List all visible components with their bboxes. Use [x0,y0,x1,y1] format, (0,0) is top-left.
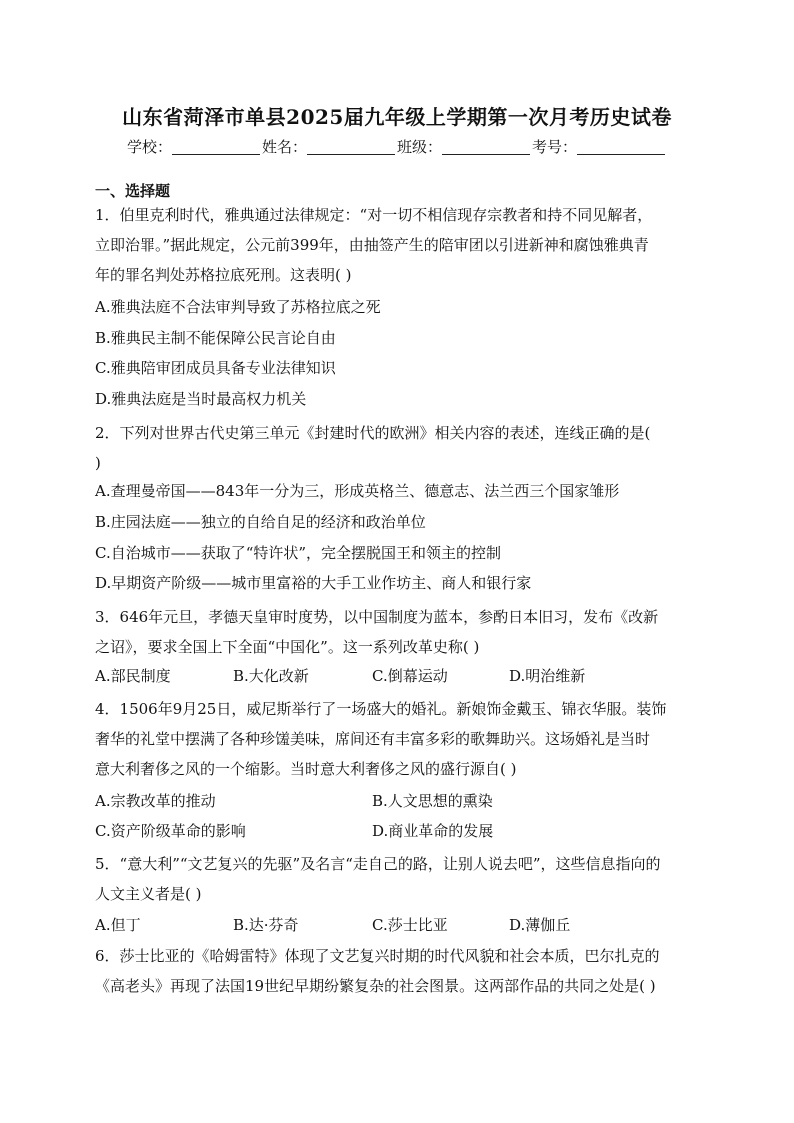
q1-option-b: B.雅典民主制不能保障公民言论自由 [95,329,336,347]
class-label: 班级： [397,138,443,156]
question-5 [95,849,695,909]
question-1 [95,200,695,290]
question-2-line-1: 2．下列对世界古代史第三单元《封建时代的欧洲》相关内容的表述，连线正确的是( [95,424,651,442]
question-5-line-1: 5．“意大利”“文艺复兴的先驱”及名言“走自己的路，让别人说去吧”，这些信息指向的 [95,855,661,873]
question-2-line-2: ) [95,454,101,472]
q4-option-a: A.宗教改革的推动 [95,792,216,810]
q1-option-d: D.雅典法庭是当时最高权力机关 [95,390,307,408]
number-label: 考号： [532,138,578,156]
question-5-line-2: 人文主义者是( ) [95,885,202,903]
q3-option-d: D.明治维新 [509,667,586,685]
q4-option-d: D.商业革命的发展 [372,822,494,840]
question-4-line-1: 4．1506年9月25日，威尼斯举行了一场盛大的婚礼。新娘饰金戴玉、锦衣华服。装饰 [95,700,667,718]
q1-option-a: A.雅典法庭不合法审判导致了苏格拉底之死 [95,298,381,316]
name-blank [307,138,395,155]
q3-option-b: B.大化改新 [233,667,309,685]
q3-option-c: C.倒幕运动 [372,667,448,685]
q3-option-a: A.部民制度 [95,667,171,685]
q2-option-a: A.查理曼帝国——843年一分为三，形成英格兰、德意志、法兰西三个国家雏形 [95,482,620,500]
page-title: 山东省菏泽市单县2025届九年级上学期第一次月考历史试卷 [122,105,672,129]
student-info-line [0,136,794,157]
question-6-line-1: 6．莎士比亚的《哈姆雷特》体现了文艺复兴时期的时代风貌和社会本质，巴尔扎克的 [95,947,660,965]
school-label: 学校： [126,138,172,156]
q2-option-d: D.早期资产阶级——城市里富裕的大手工业作坊主、商人和银行家 [95,574,532,592]
school-blank [172,138,260,155]
q2-option-b: B.庄园法庭——独立的自给自足的经济和政治单位 [95,513,426,531]
name-label: 姓名： [261,138,307,156]
question-6 [95,941,695,1001]
q4-option-c: C.资产阶级革命的影响 [95,822,246,840]
q5-option-c: C.莎士比亚 [372,916,448,934]
question-3-line-2: 之诏》，要求全国上下全面“中国化”。这一系列改革史称( ) [95,638,480,656]
question-1-line-1: 1．伯里克利时代，雅典通过法律规定：“对一切不相信现存宗教者和持不同见解者， [95,206,653,224]
q4-option-b: B.人文思想的熏染 [372,792,493,810]
number-blank [577,138,665,155]
question-6-line-2: 《高老头》再现了法国19世纪早期纷繁复杂的社会图景。这两部作品的共同之处是( ) [95,977,656,995]
q2-option-c: C.自治城市——获取了“特许状”，完全摆脱国王和领主的控制 [95,544,502,562]
question-2 [95,418,695,478]
class-blank [442,138,530,155]
question-4-line-3: 意大利奢侈之风的一个缩影。当时意大利奢侈之风的盛行源自( ) [95,760,517,778]
q5-option-a: A.但丁 [95,916,141,934]
question-4 [95,694,695,784]
q5-option-b: B.达·芬奇 [233,916,299,934]
question-1-line-3: 年的罪名判处苏格拉底死刑。这表明( ) [95,266,352,284]
question-4-line-2: 奢华的礼堂中摆满了各种珍馐美味，席间还有丰富多彩的歌舞助兴。这场婚礼是当时 [95,730,651,748]
q5-option-d: D.薄伽丘 [509,916,571,934]
question-3-line-1: 3．646年元旦，孝德天皇审时度势，以中国制度为蓝本，参酌日本旧习，发布《改新 [95,608,659,626]
q1-option-c: C.雅典陪审团成员具备专业法律知识 [95,359,336,377]
section-heading: 一、选择题 [95,182,171,200]
question-1-line-2: 立即治罪。”据此规定，公元前399年，由抽签产生的陪审团以引进新神和腐蚀雅典青 [95,236,649,254]
question-3 [95,602,695,662]
